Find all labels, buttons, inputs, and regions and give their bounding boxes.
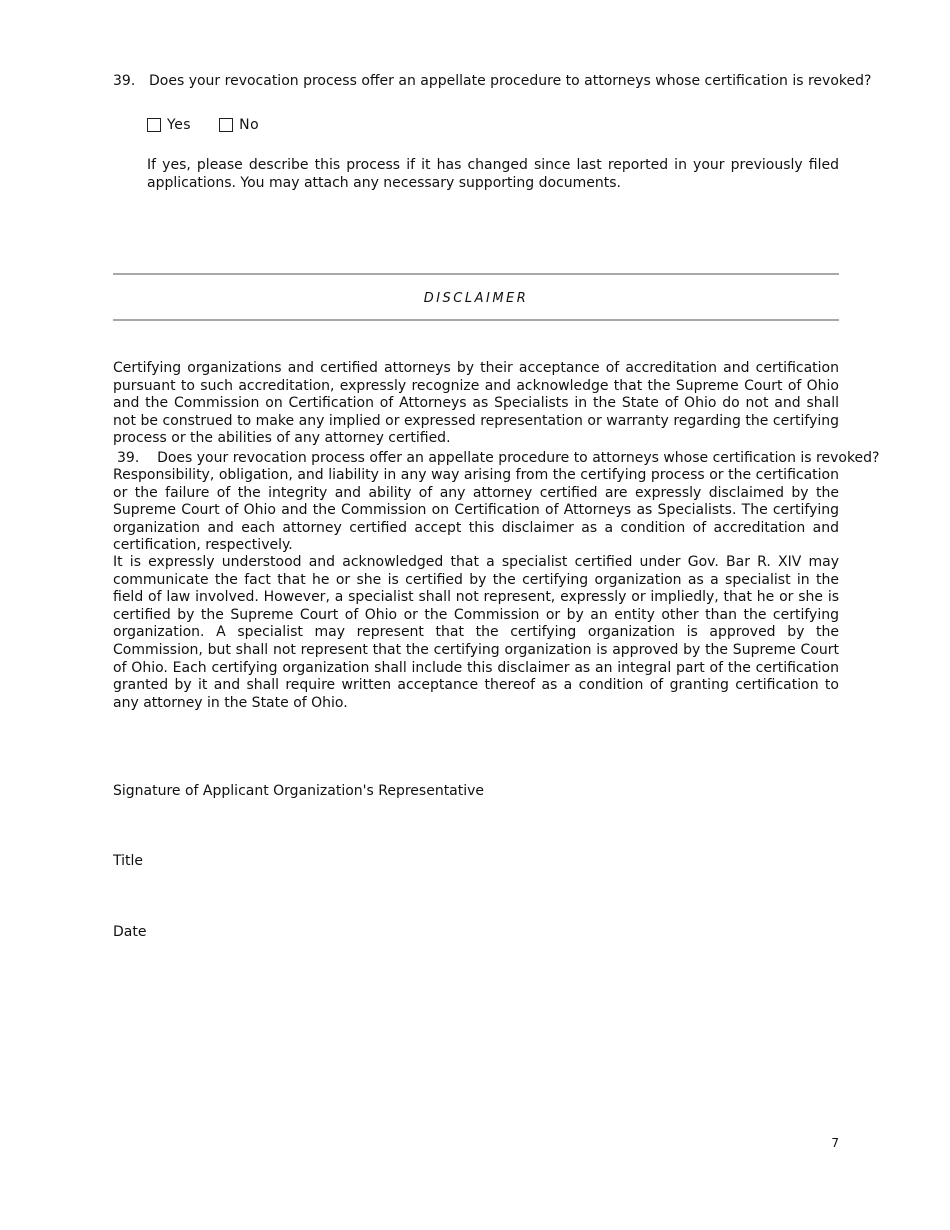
question-number: 39.: [113, 73, 136, 89]
question-text: Does your revocation process offer an appellate procedure to attorneys whose certification is revoked?: [149, 73, 872, 89]
disclaimer-top-rule: [113, 273, 839, 275]
date-field[interactable]: [113, 911, 533, 941]
question-39: [113, 72, 871, 90]
yes-label: Yes: [167, 117, 192, 133]
signature-line[interactable]: ____________________________________________: [113, 770, 412, 782]
yes-checkbox[interactable]: [147, 118, 161, 132]
disclaimer-heading: DISCLAIMER: [423, 291, 529, 306]
no-label: No: [239, 117, 260, 133]
date-label: Date: [113, 924, 147, 940]
signature-label: Signature of Applicant Organization's Representative: [113, 783, 485, 799]
title-line[interactable]: ____________________________________________: [113, 840, 412, 852]
followup-instructions: If yes, please describe this process if it has changed since last reported in your previously filed applications. You may attach any necessary supporting documents.: [147, 157, 839, 191]
overlay-question-text: 39. Does your revocation process offer an appellate procedure to attorneys whose certification is revoked?: [117, 450, 880, 466]
yes-option[interactable]: [147, 116, 191, 134]
title-field[interactable]: [113, 840, 533, 870]
disclaimer-bottom-rule: [113, 319, 839, 321]
date-line[interactable]: ____________________________________________: [113, 911, 412, 923]
no-option[interactable]: [219, 116, 259, 134]
disclaimer-paragraph-1: Certifying organizations and certified attorneys by their acceptance of accreditation and certification pursuant to such accreditation, expressly recognize and acknowledge that the Supreme Court of Ohio and the Commission on Certification of Attorneys as Specialists in the State of Ohio do not and shall not be construed to make any implied or expressed representation or warranty regarding the certifying process or the abilities of any attorney certified.: [113, 360, 839, 447]
page-number: 7: [831, 1136, 839, 1150]
disclaimer-paragraph-3: It is expressly understood and acknowledged that a specialist certified under Gov. Bar R. XIV may communicate the fact that he or she is certified by the certifying organization as a specialist in the field of law involved. However, a specialist shall not represent, expressly or impliedly, that he or she is certified by the Supreme Court of Ohio or the Commission or by an entity other than the certifying organization. A specialist may represent that the certifying organization is approved by the Commission, but shall not represent that the certifying organization is approved by the Supreme Court of Ohio. Each certifying organization shall include this disclaimer as an integral part of the certification granted by it and shall require written acceptance thereof as a condition of granting certification to any attorney in the State of Ohio.: [113, 554, 839, 711]
signature-field[interactable]: [113, 770, 533, 800]
no-checkbox[interactable]: [219, 118, 233, 132]
disclaimer-paragraph-2: Responsibility, obligation, and liability in any way arising from the certifying process or the certification or the failure of the integrity and ability of any attorney certified are expressly disclaimed by the Supreme Court of Ohio and the Commission on Certification of Attorneys as Specialists. The certifying organization and each attorney certified accept this disclaimer as a condition of accreditation and certification, respectively.: [113, 467, 839, 554]
title-label: Title: [113, 853, 144, 869]
yes-no-options: [147, 116, 287, 134]
